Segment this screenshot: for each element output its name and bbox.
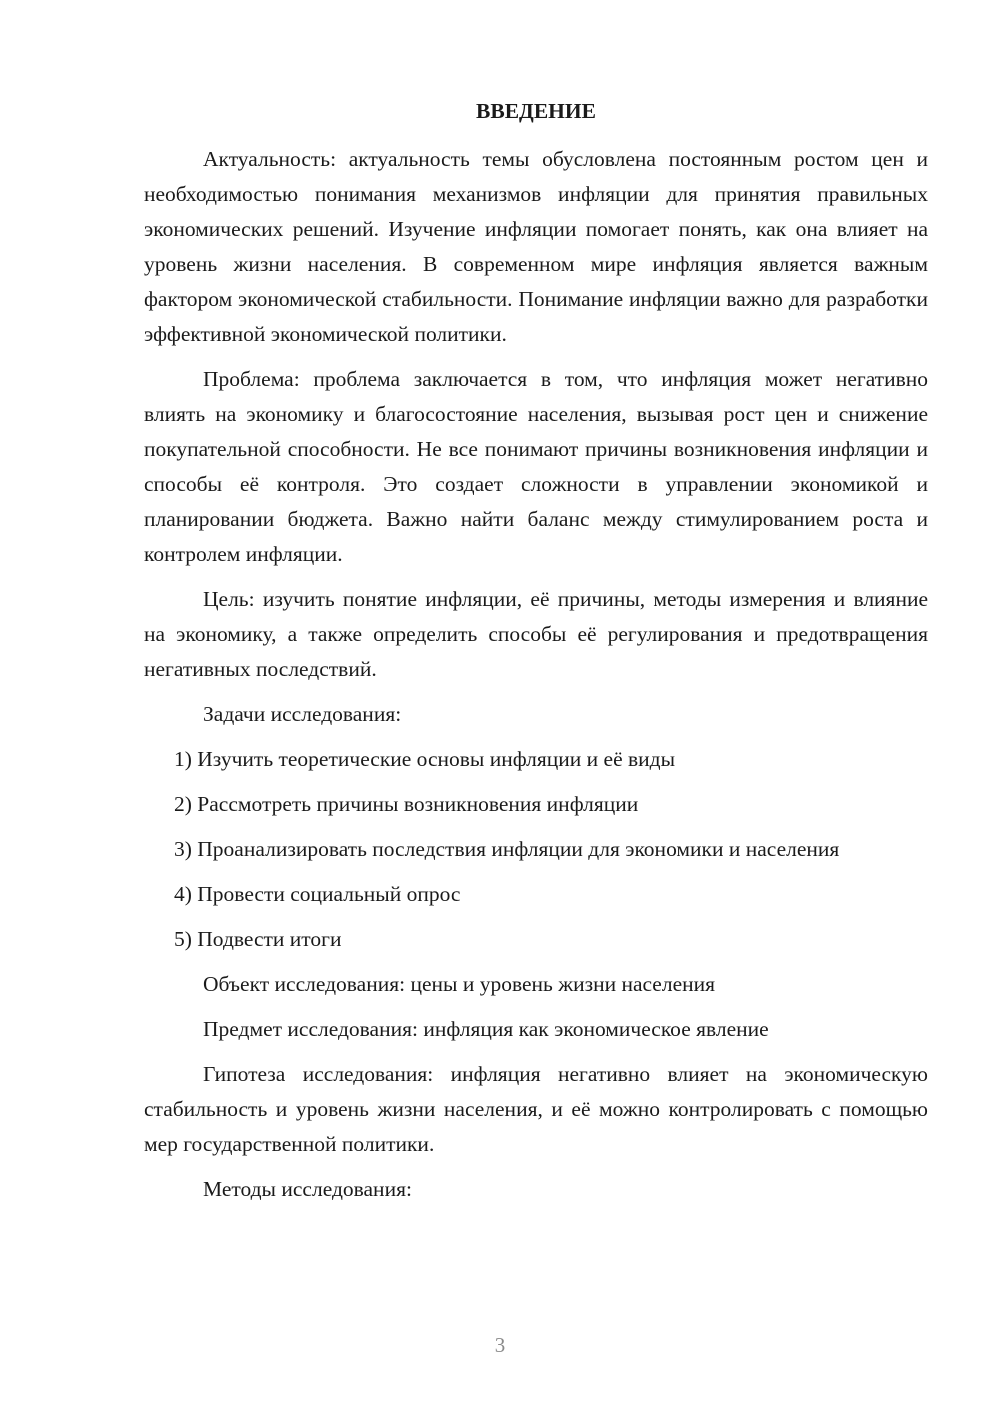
page-number: 3 (494, 1333, 506, 1357)
research-object: Объект исследования: цены и уровень жизни населения (203, 972, 716, 996)
task-item-2: 2) Рассмотреть причины возникновения инфляции (174, 792, 639, 816)
task-item-3: 3) Проанализировать последствия инфляции для экономики и населения (174, 837, 840, 861)
task-item-1: 1) Изучить теоретические основы инфляции и её виды (174, 747, 676, 771)
methods-heading: Методы исследования: (203, 1177, 412, 1201)
task-item-5: 5) Подвести итоги (174, 927, 342, 951)
goal-paragraph: Цель: изучить понятие инфляции, её причины, методы измерения и влияние на экономику, а также определить способы её регулирования и предотвращения негативных последствий. (144, 587, 928, 681)
tasks-heading: Задачи исследования: (203, 702, 402, 726)
problem-paragraph: Проблема: проблема заключается в том, что инфляция может негативно влиять на экономику и благосостояние населения, вызывая рост цен и снижение покупательной способности. Не все понимают причины возникновения инфляции и способы её контроля. Это создает сложности в управлении экономикой и планировании бюджета. Важно найти баланс между стимулированием роста и контролем инфляции. (144, 367, 928, 566)
relevance-paragraph: Актуальность: актуальность темы обусловлена постоянным ростом цен и необходимостью понимания механизмов инфляции для принятия правильных экономических решений. Изучение инфляции помогает понять, как она влияет на уровень жизни населения. В современном мире инфляция является важным фактором экономической стабильности. Понимание инфляции важно для разработки эффективной экономической политики. (144, 147, 928, 346)
task-item-4: 4) Провести социальный опрос (174, 882, 461, 906)
research-subject: Предмет исследования: инфляция как экономическое явление (203, 1017, 769, 1041)
body-text (144, 142, 928, 1207)
page-title: ВВЕДЕНИЕ (476, 99, 596, 123)
research-hypothesis: Гипотеза исследования: инфляция негативно влияет на экономическую стабильность и уровень жизни населения, и её можно контролировать с помощью мер государственной политики. (144, 1062, 928, 1156)
